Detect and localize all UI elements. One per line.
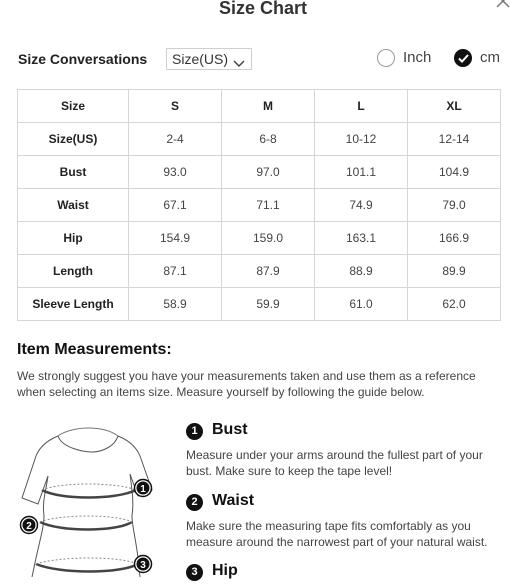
row-header: Length — [18, 255, 129, 288]
table-cell: 166.9 — [408, 222, 501, 255]
measurement-waist — [186, 492, 516, 550]
size-system-select[interactable] — [166, 48, 252, 70]
number-badge: 1 — [186, 423, 203, 440]
column-header: S — [129, 90, 222, 123]
table-cell: 89.9 — [408, 255, 501, 288]
table-cell: 61.0 — [315, 288, 408, 321]
table-cell: 6-8 — [222, 123, 315, 156]
table-row — [18, 156, 501, 189]
chevron-down-icon — [233, 54, 245, 64]
marker-2-label: 2 — [26, 521, 32, 532]
marker-3-label: 3 — [140, 560, 146, 571]
close-icon[interactable] — [494, 0, 514, 12]
table-cell: 74.9 — [315, 189, 408, 222]
table-cell: 88.9 — [315, 255, 408, 288]
table-row — [18, 255, 501, 288]
marker-1-label: 1 — [140, 484, 146, 495]
table-cell: 67.1 — [129, 189, 222, 222]
row-header: Size(US) — [18, 123, 129, 156]
unit-cm-label: cm — [480, 49, 500, 66]
table-cell: 97.0 — [222, 156, 315, 189]
table-cell: 79.0 — [408, 189, 501, 222]
size-conversion-row — [18, 48, 508, 72]
measurement-desc: Make sure the measuring tape fits comfortably as you measure around the narrowest part of your natural waist. — [186, 519, 488, 549]
column-header: Size — [18, 90, 129, 123]
table-cell: 58.9 — [129, 288, 222, 321]
measurement-name: Hip — [212, 562, 238, 579]
table-cell: 87.1 — [129, 255, 222, 288]
table-row — [18, 222, 501, 255]
table-header-row — [18, 90, 501, 123]
table-row — [18, 189, 501, 222]
row-header: Waist — [18, 189, 129, 222]
row-header: Hip — [18, 222, 129, 255]
measurements-intro: We strongly suggest you have your measurements taken and use them as a reference when selecting an items size. Measure yourself by following the guide below. — [17, 369, 476, 399]
table-cell: 71.1 — [222, 189, 315, 222]
table-row — [18, 123, 501, 156]
select-value: Size(US) — [172, 51, 229, 67]
table-cell: 12-14 — [408, 123, 501, 156]
table-cell: 59.9 — [222, 288, 315, 321]
dress-measurement-figure — [10, 418, 170, 577]
marker-3 — [135, 556, 152, 573]
measurement-desc: Measure under your arms around the fullest part of your bust. Make sure to keep the tape level! — [186, 448, 483, 478]
check-icon — [454, 49, 472, 67]
measurement-hip — [186, 562, 516, 584]
column-header: XL — [408, 90, 501, 123]
item-measurements-title: Item Measurements: — [17, 341, 172, 358]
measurement-bust — [186, 421, 516, 479]
table-cell: 93.0 — [129, 156, 222, 189]
radio-unchecked-icon — [377, 49, 395, 67]
marker-2 — [21, 517, 38, 534]
measurement-name: Waist — [212, 492, 255, 509]
table-cell: 10-12 — [315, 123, 408, 156]
table-cell: 62.0 — [408, 288, 501, 321]
size-chart-table — [17, 89, 501, 321]
marker-1 — [135, 480, 152, 497]
table-cell: 87.9 — [222, 255, 315, 288]
table-row — [18, 288, 501, 321]
dress-outline-illustration — [10, 418, 170, 577]
measurement-name: Bust — [212, 421, 248, 438]
page-title: Size Chart — [218, 0, 308, 18]
table-cell: 101.1 — [315, 156, 408, 189]
number-badge: 3 — [186, 564, 203, 581]
table-cell: 154.9 — [129, 222, 222, 255]
table-cell: 159.0 — [222, 222, 315, 255]
unit-inch-label: Inch — [403, 49, 432, 66]
table-cell: 2-4 — [129, 123, 222, 156]
table-cell: 163.1 — [315, 222, 408, 255]
table-cell: 104.9 — [408, 156, 501, 189]
number-badge: 2 — [186, 494, 203, 511]
column-header: M — [222, 90, 315, 123]
row-header: Bust — [18, 156, 129, 189]
conversion-label: Size Conversations — [18, 51, 148, 67]
row-header: Sleeve Length — [18, 288, 129, 321]
column-header: L — [315, 90, 408, 123]
